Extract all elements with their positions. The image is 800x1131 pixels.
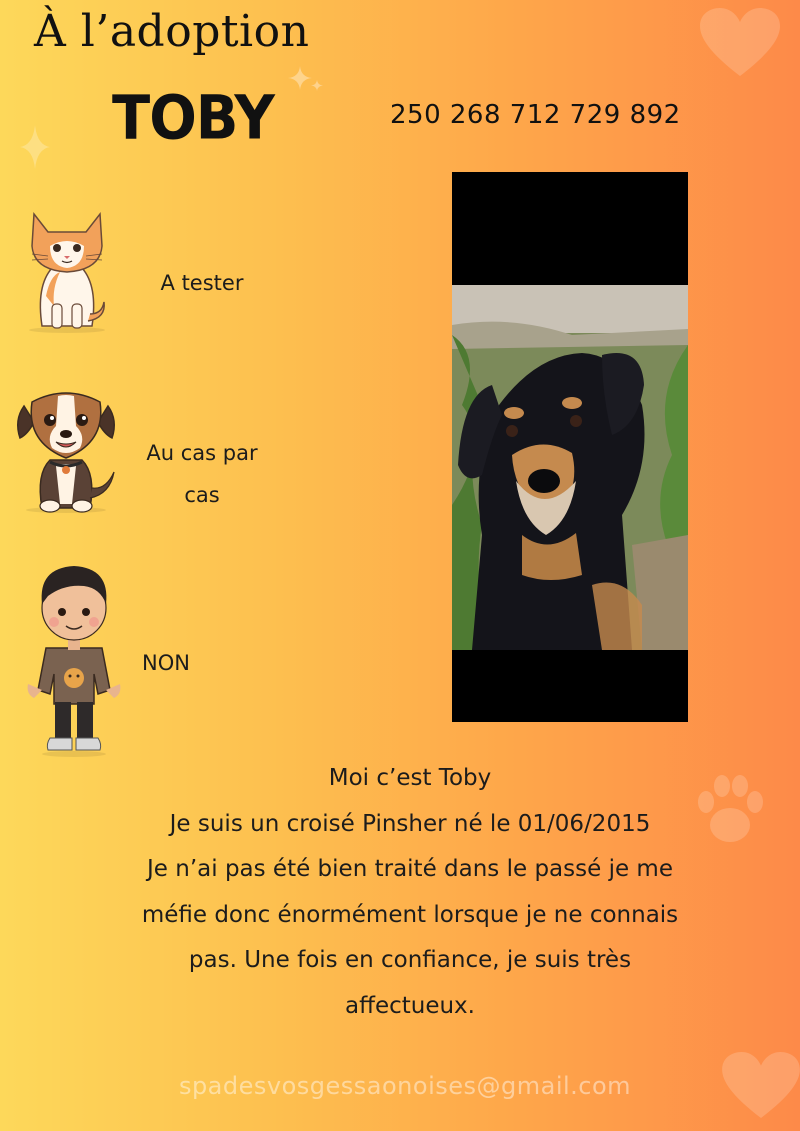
description	[40, 756, 780, 1029]
page-title: À l’adoption	[34, 6, 310, 57]
dog-compat-label-line1: Au cas par	[146, 441, 258, 465]
dog-icon	[10, 386, 122, 514]
dog-compat-label-line2: cas	[184, 483, 220, 507]
contact-email[interactable]: spadesvosgessaonoises@gmail.com	[178, 1072, 632, 1100]
heart-icon	[700, 8, 780, 78]
sparkle-icon	[288, 66, 324, 102]
cat-icon	[22, 206, 112, 334]
child-compat-label: NON	[142, 651, 190, 675]
dog-compat-label	[120, 432, 284, 516]
cat-compat-label: A tester	[160, 271, 244, 295]
description-line: méfie donc énormément lorsque je ne connais	[141, 901, 679, 928]
sparkle-icon	[20, 125, 50, 169]
description-line: affectueux.	[345, 992, 475, 1019]
pet-name: TOBY	[112, 83, 274, 154]
dog-photo	[452, 285, 688, 650]
child-icon	[24, 562, 124, 762]
description-line: Je n’ai pas été bien traité dans le passé je me	[147, 856, 673, 882]
description-line: Je suis un croisé Pinsher né le 01/06/2015	[169, 810, 651, 837]
description-line: Moi c’est Toby	[328, 765, 492, 791]
description-line: pas. Une fois en confiance, je suis très	[188, 947, 632, 973]
phone-number: 250 268 712 729 892	[390, 100, 681, 130]
